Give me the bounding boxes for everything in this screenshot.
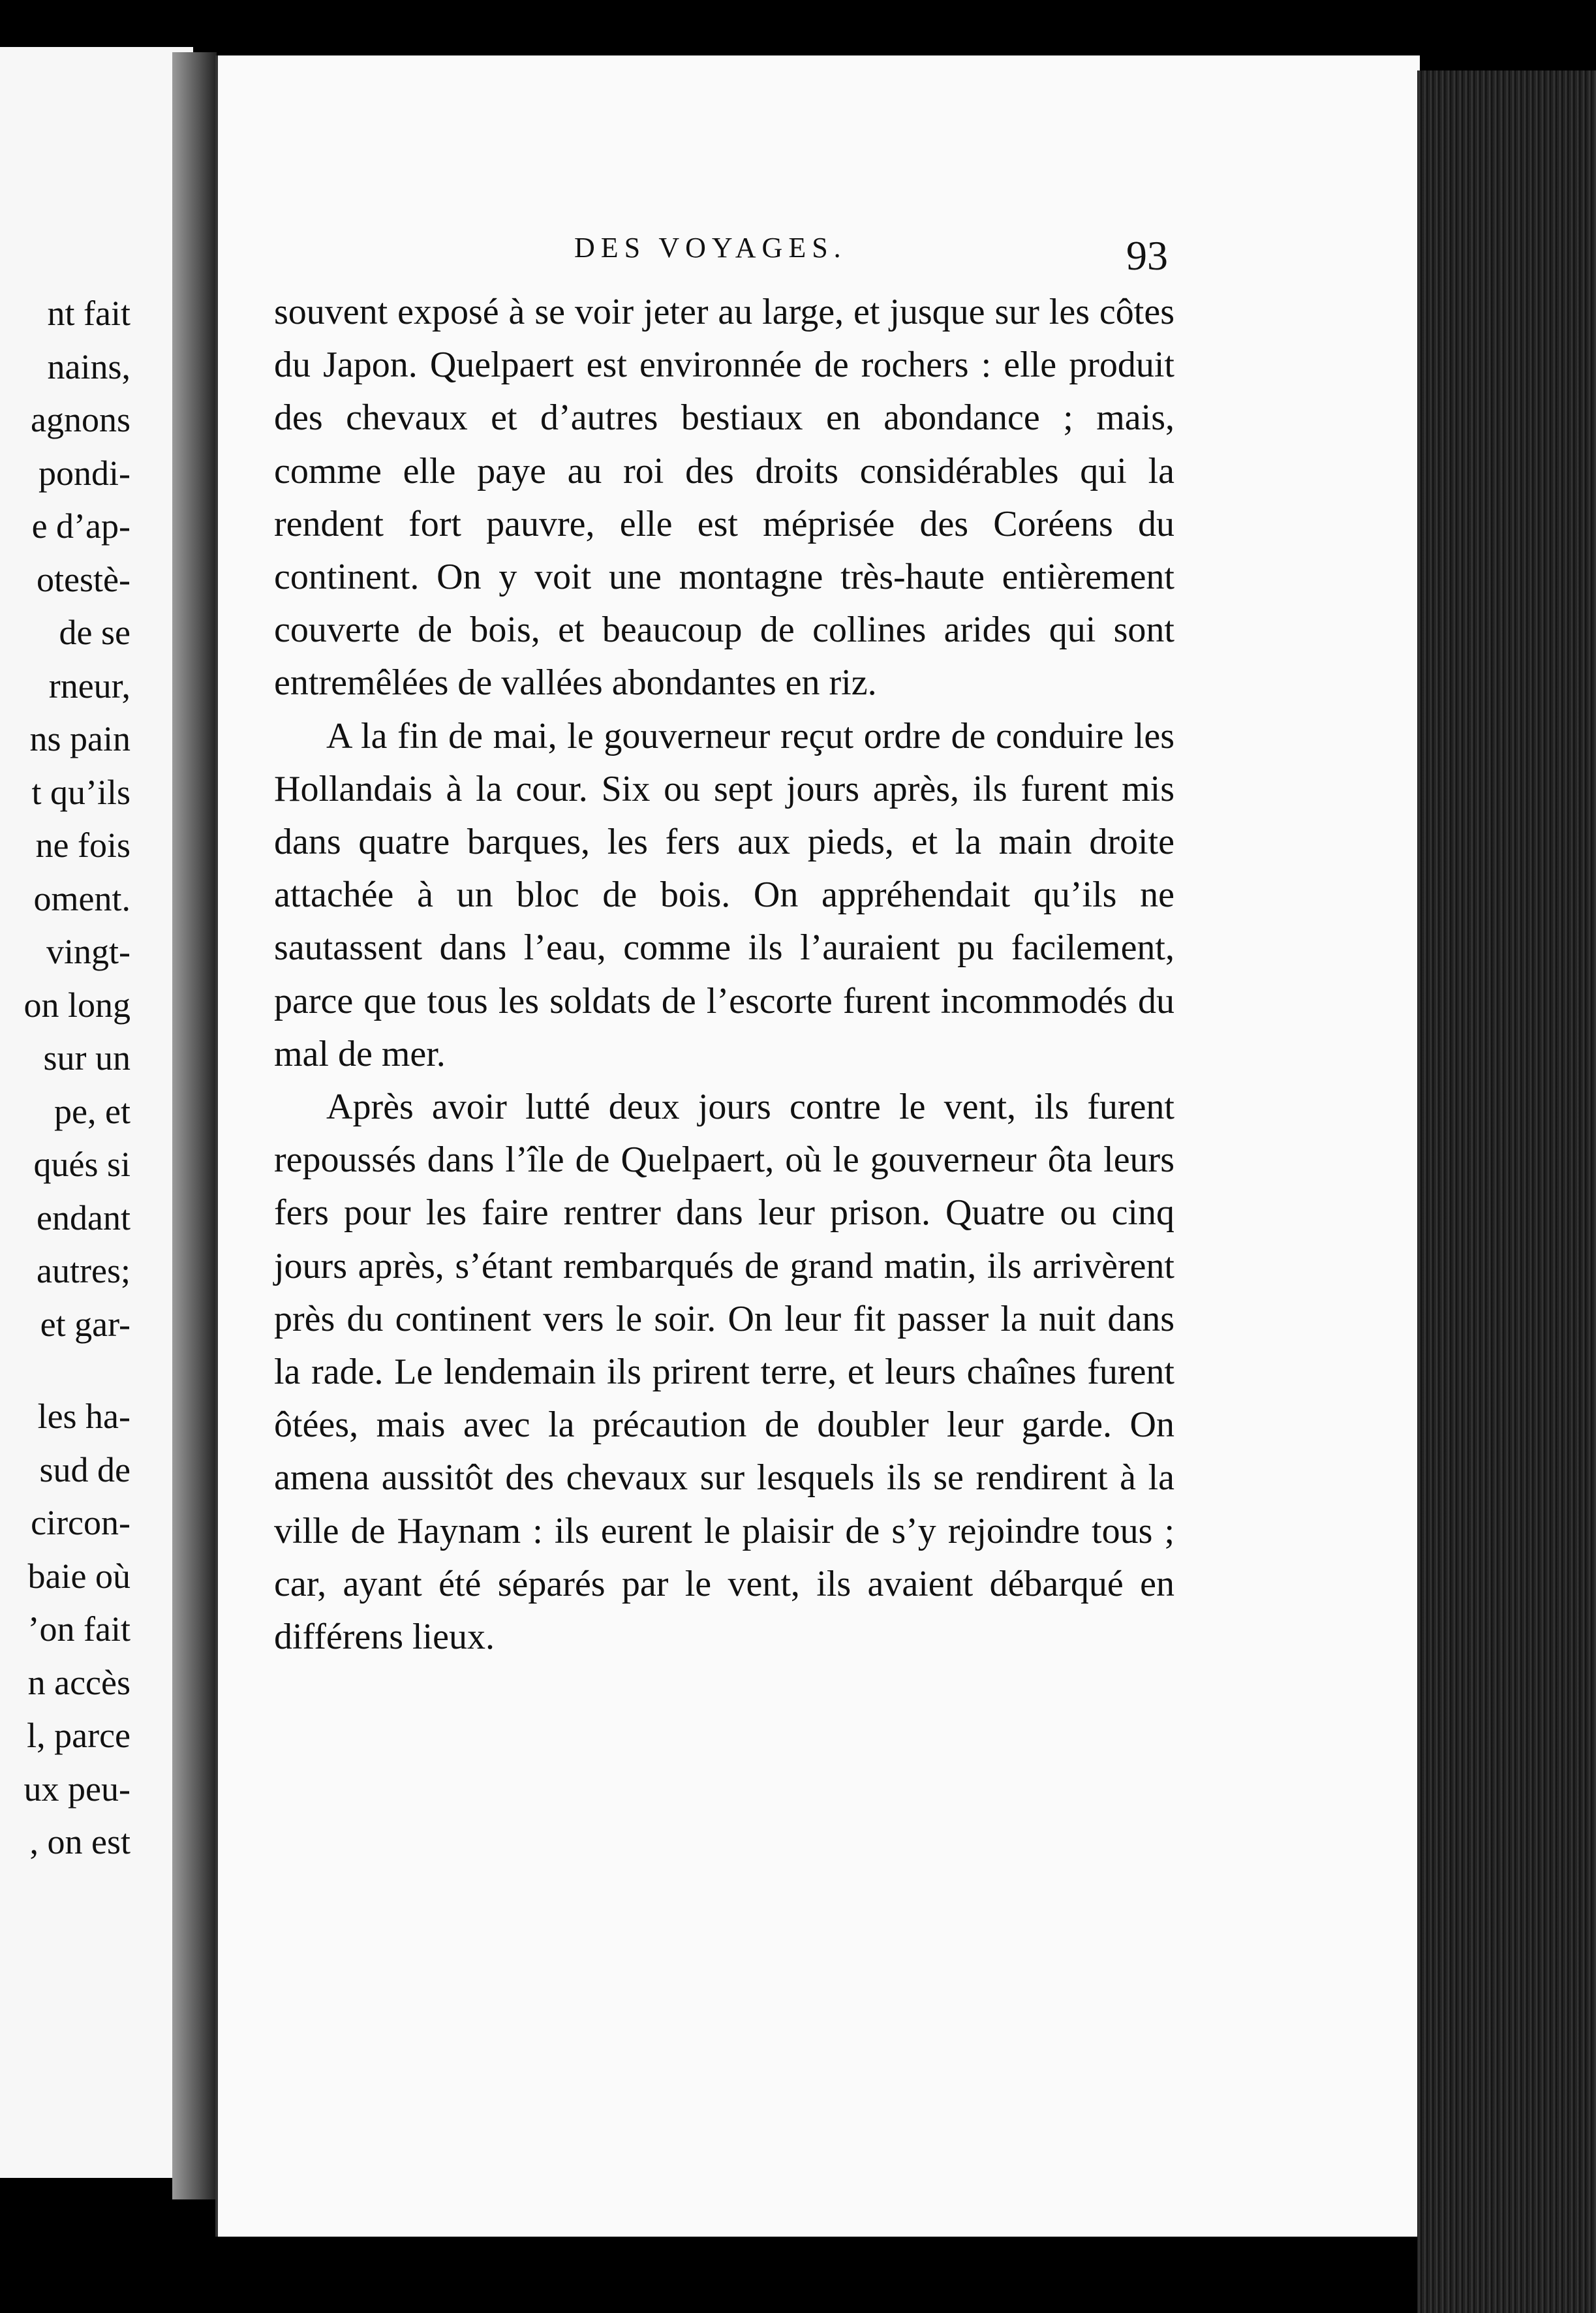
left-page-text	[0, 287, 130, 1869]
left-line: , on est	[29, 1822, 130, 1861]
left-line: les ha-	[37, 1397, 130, 1436]
left-line: vingt-	[46, 932, 130, 971]
running-title: DES VOYAGES.	[574, 232, 847, 264]
left-line: rneur,	[48, 666, 130, 706]
left-line: nt fait	[47, 294, 130, 333]
left-line: de se	[59, 613, 130, 652]
left-line: sur un	[43, 1038, 130, 1078]
left-line: n accès	[27, 1662, 130, 1702]
body-text	[274, 286, 1174, 1664]
left-line: autres;	[37, 1251, 130, 1290]
paragraph-gap	[0, 1351, 130, 1390]
left-line: qués si	[33, 1145, 130, 1184]
left-line: nains,	[47, 347, 130, 386]
paragraph: A la fin de mai, le gouverneur reçut ordre de conduire les Hollandais à la cour. Six ou sept jours après, ils furent mis dans quatre barques, les fers aux pieds, et la main droite attachée à un bloc de bois. On appréhendait qu’ils ne sautassent dans l’eau, comme ils l’auraient pu facilement, parce que tous les soldats de l’escorte furent incommodés du mal de mer.	[274, 715, 1174, 1074]
paragraph: Après avoir lutté deux jours contre le vent, ils furent repoussés dans l’île de Quelpaert, où le gouverneur ôta leurs fers pour les faire rentrer dans leur prison. Quatre ou cinq jours après, s’étant rembarqués de grand matin, ils arrivèrent près du continent vers le soir. On leur fit passer la nuit dans la rade. Le lendemain ils prirent terre, et leurs chaînes furent ôtées, mais avec la précaution de doubler leur garde. On amena aussitôt des chevaux sur lesquels ils se rendirent à la ville de Haynam : ils eurent le plaisir de s’y rejoindre tous ; car, ayant été séparés par le vent, ils avaient débarqué en différens lieux.	[274, 1087, 1174, 1658]
left-line: agnons	[31, 400, 130, 439]
left-line: pe, et	[54, 1091, 130, 1131]
left-line: l, parce	[27, 1716, 130, 1755]
left-line: baie où	[27, 1556, 130, 1596]
book-gutter	[172, 52, 217, 2199]
left-line: ne fois	[35, 826, 130, 865]
left-line: e d’ap-	[31, 506, 130, 546]
left-line: oment.	[33, 878, 130, 918]
left-line: ’on fait	[27, 1609, 130, 1649]
page-number: 93	[1126, 232, 1168, 279]
left-line: endant	[37, 1198, 130, 1237]
left-line: et gar-	[40, 1304, 130, 1344]
left-line: ux peu-	[23, 1769, 130, 1808]
left-line: pondi-	[38, 453, 130, 493]
paragraph: souvent exposé à se voir jeter au large, et jusque sur les côtes du Japon. Quelpaert est environnée de rochers : elle produit des chevaux et d’autres bestiaux en abondance ; mais, comme elle paye au roi des droits considérables qui la rendent fort pauvre, elle est méprisée des Coréens du continent. On y voit une montagne très-haute entièrement couverte de bois, et beaucoup de collines arides qui sont entremêlées de vallées abondantes en riz.	[274, 292, 1174, 704]
left-line: otestè-	[37, 559, 130, 599]
left-line: on long	[23, 985, 130, 1025]
left-line: t qu’ils	[31, 772, 130, 812]
left-line: circon-	[31, 1503, 130, 1542]
left-line: sud de	[39, 1450, 130, 1489]
page-edges	[1417, 70, 1596, 2313]
left-line: ns pain	[29, 719, 130, 758]
